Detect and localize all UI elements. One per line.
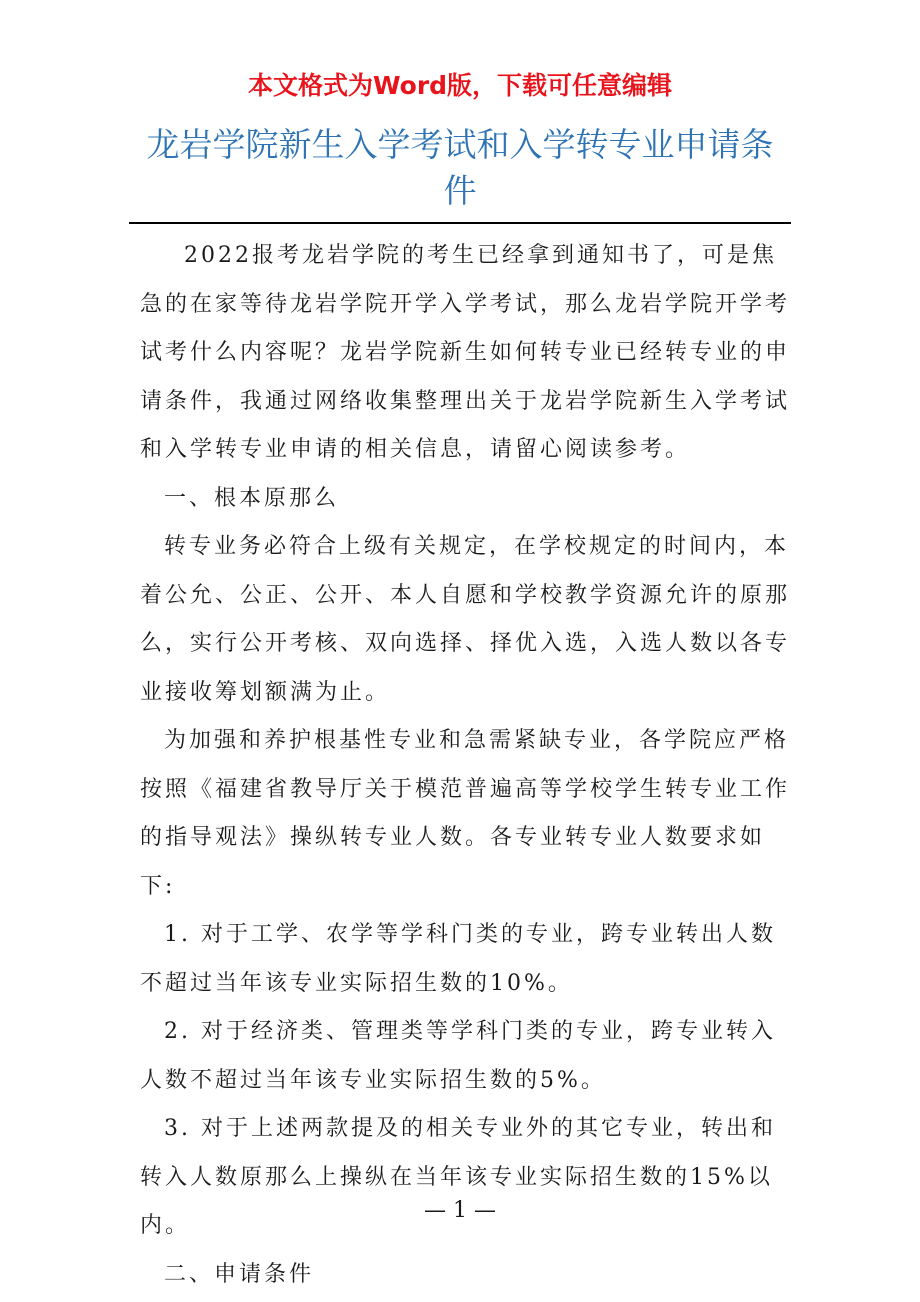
page-number: — 1 — xyxy=(424,1198,496,1223)
section-heading-conditions: 二、申请条件 xyxy=(164,1261,315,1287)
section-heading-principles: 一、根本原那么 xyxy=(164,485,340,511)
paragraph-principles: 转专业务必符合上级有关规定，在学校规定的时间内，本着公允、公正、公开、本人自愿和学校教学资源允许的原那么，实行公开考核、双向选择、择优入选，入选人数以各专业接收筹划额满为止。 xyxy=(140,534,791,705)
intro-paragraph: 2022报考龙岩学院的考生已经拿到通知书了，可是焦急的在家等待龙岩学院开学入学考试，那么龙岩学院开学考试考什么内容呢？龙岩学院新生如何转专业已经转专业的申请条件，我通过网络收集整理出关于龙岩学院新生入学考试和入学转专业申请的相关信息，请留心阅读参考。 xyxy=(140,243,791,462)
document-body xyxy=(140,232,790,1299)
paragraph-quota-rules: 为加强和养护根基性专业和急需紧缺专业，各学院应严格按照《福建省教导厅关于模范普遍高等学校学生转专业工作的指导观法》操纵转专业人数。各专业转专业人数要求如下: xyxy=(140,728,791,899)
format-notice: 本文格式为Word版，下载可任意编辑 xyxy=(247,71,673,100)
document-title: 龙岩学院新生入学考试和入学转专业申请条件 xyxy=(146,125,774,210)
list-item-other-majors: 3. 对于上述两款提及的相关专业外的其它专业，转出和转入人数原那么上操纵在当年该专业实际招生数的15%以内。 xyxy=(140,1116,776,1238)
list-item-engineering-agriculture: 1. 对于工学、农学等学科门类的专业，跨专业转出人数不超过当年该专业实际招生数的10%。 xyxy=(140,922,776,996)
list-item-economics-management: 2. 对于经济类、管理类等学科门类的专业，跨专业转入人数不超过当年该专业实际招生数的5%。 xyxy=(140,1019,776,1093)
title-divider xyxy=(129,222,791,224)
